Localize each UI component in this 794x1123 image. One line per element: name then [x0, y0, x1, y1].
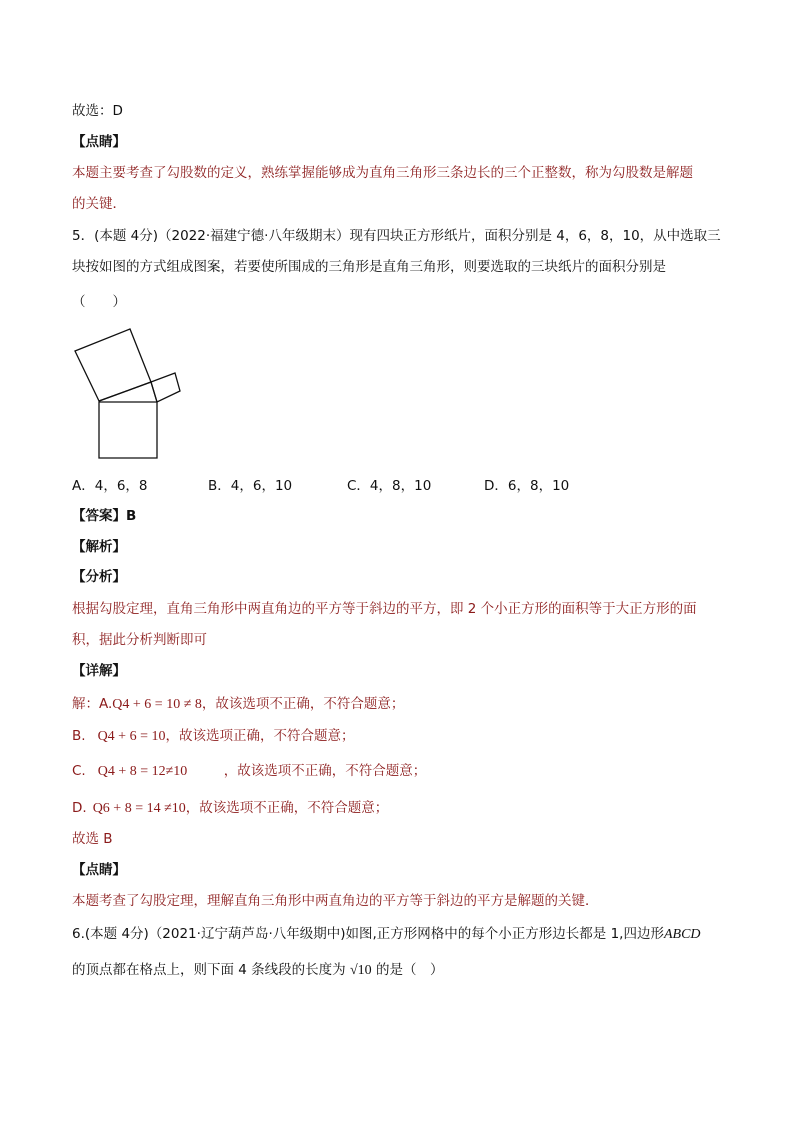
conclusion-line: 故选 B [72, 831, 113, 847]
option-a[interactable]: A．4，6，8 [72, 478, 148, 494]
quadrilateral-name: ABCD [663, 927, 701, 942]
question-6-text: 6.(本题 4分)（2021·辽宁葫芦岛·八年级期中)如图,正方形网格中的每个小正方形边长都是 1,四边形 [72, 926, 664, 942]
detail-prefix: C. [72, 763, 86, 779]
answer-parenthesis: （ ） [72, 294, 126, 310]
fenxi-text-line: 根据勾股定理，直角三角形中两直角边的平方等于斜边的平方，即 2 个小正方形的面积等于大正方形的面 [72, 601, 697, 617]
detail-suffix: ，故该选项不正确，不符合题意； [185, 800, 389, 816]
squares-figure [66, 325, 196, 465]
question-6-text: 的是（ ） [375, 962, 444, 978]
option-d[interactable]: D．6，8，10 [484, 478, 570, 494]
option-c[interactable]: C．4，8，10 [347, 478, 432, 494]
detail-suffix: ，故该选项正确，不符合题意； [165, 728, 355, 744]
detail-expression: Q4 + 6 = 10 [97, 729, 166, 744]
answer-line: 故选：D [72, 103, 123, 119]
question-6-text: 的顶点都在格点上，则下面 4 条线段的长度为 [72, 962, 346, 978]
detail-expression: Q4 + 6 = 10 ≠ 8 [112, 697, 202, 712]
bottom-square [99, 402, 157, 458]
sqrt-ten: √10 [349, 963, 372, 978]
detail-suffix: ，故该选项不正确，不符合题意； [201, 696, 405, 712]
question-6-stem [72, 960, 443, 981]
fenxi-label: 【分析】 [72, 569, 126, 585]
detail-expression: Q4 + 8 = 12≠10 [97, 764, 188, 779]
answer-label: 【答案】B [72, 508, 137, 524]
fenxi-text-line: 积，据此分析判断即可 [72, 632, 207, 648]
detail-line-c [72, 761, 426, 782]
option-b[interactable]: B．4，6，10 [208, 478, 293, 494]
right-triangle [99, 382, 157, 402]
comment-text-line: 本题考查了勾股定理，理解直角三角形中两直角边的平方等于斜边的平方是解题的关键． [72, 893, 599, 909]
comment-label: 【点睛】 [72, 862, 126, 878]
comment-text-line: 本题主要考查了勾股数的定义，熟练掌握能够成为直角三角形三条边长的三个正整数，称为勾股数是解题 [72, 165, 693, 181]
detail-prefix: B. [72, 728, 86, 744]
detail-prefix: D. [72, 800, 87, 816]
detail-prefix: 解：A. [72, 696, 113, 712]
large-square-top [75, 329, 151, 401]
detail-label: 【详解】 [72, 663, 126, 679]
question-6-stem [72, 924, 701, 945]
comment-text-line: 的关键． [72, 196, 126, 212]
detail-line-b [72, 726, 354, 747]
detail-expression: Q6 + 8 = 14 ≠10 [92, 801, 186, 816]
comment-label: 【点睛】 [72, 134, 126, 150]
question-5-stem: 5．(本题 4分)（2022·福建宁德·八年级期末）现有四块正方形纸片，面积分别是 4，6，8，10，从中选取三 [72, 228, 721, 244]
detail-line-d [72, 798, 388, 819]
question-5-stem: 块按如图的方式组成图案，若要使所围成的三角形是直角三角形，则要选取的三块纸片的面积分别是 [72, 259, 666, 275]
detail-line-a [72, 694, 404, 715]
detail-suffix: ，故该选项不正确，不符合题意； [223, 763, 427, 779]
analysis-label: 【解析】 [72, 539, 126, 555]
